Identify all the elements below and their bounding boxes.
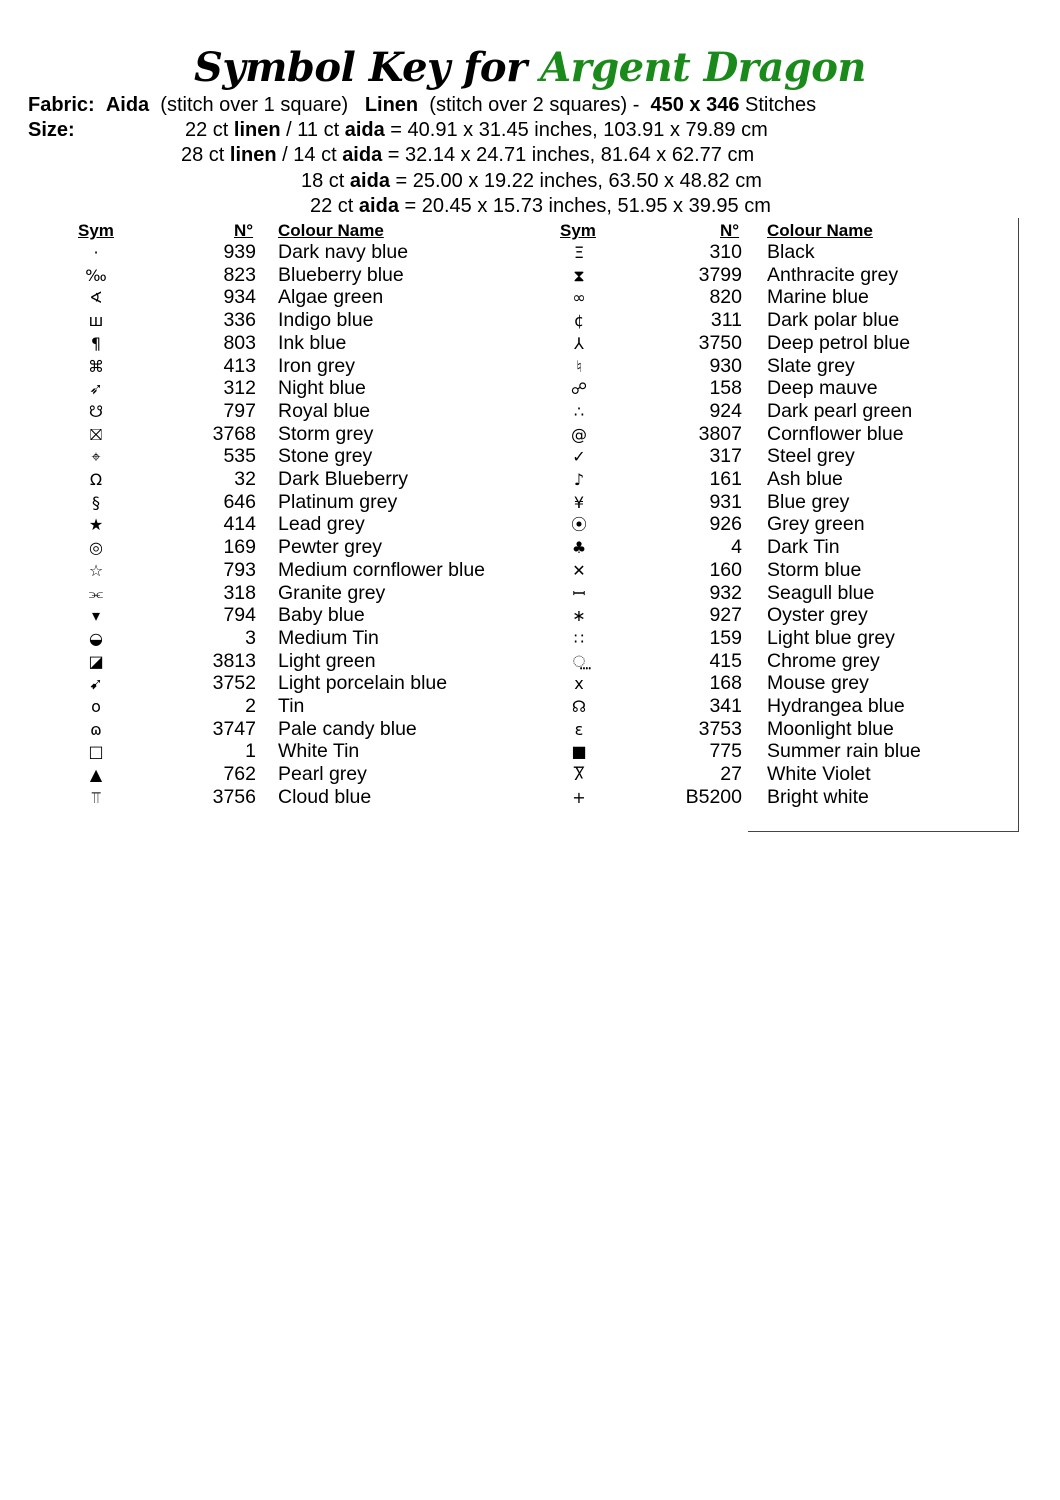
colour-name: Cornflower blue bbox=[767, 422, 904, 445]
symbol-glyph: ∞ bbox=[572, 288, 586, 308]
colour-name: Dark navy blue bbox=[278, 241, 409, 263]
colour-name: Pewter grey bbox=[278, 536, 383, 559]
colour-name: Mouse grey bbox=[767, 672, 869, 695]
symbol-glyph: ➹ bbox=[89, 674, 103, 694]
floss-number: 311 bbox=[710, 309, 742, 332]
symbol-glyph: ¢ bbox=[573, 311, 585, 331]
floss-number: 646 bbox=[223, 490, 256, 513]
floss-number: 3799 bbox=[698, 263, 742, 286]
colour-name: Oyster grey bbox=[767, 604, 868, 627]
symbol-glyph: ♮ bbox=[576, 356, 582, 376]
floss-number: 159 bbox=[709, 626, 742, 649]
colour-name: Medium cornflower blue bbox=[278, 558, 486, 581]
size-label: Size: bbox=[28, 119, 75, 141]
floss-number: 3752 bbox=[212, 672, 256, 695]
floss-number: 32 bbox=[234, 468, 256, 490]
colour-name: Granite grey bbox=[278, 581, 386, 604]
symbol-glyph: ∴ bbox=[573, 401, 585, 421]
symbol-glyph: □ bbox=[88, 742, 104, 762]
colour-name: Storm grey bbox=[278, 422, 374, 445]
colour-name: Dark pearl green bbox=[767, 399, 913, 422]
floss-number: 27 bbox=[720, 763, 742, 786]
colour-name: Bright white bbox=[767, 785, 869, 808]
colour-name: Light green bbox=[278, 649, 376, 672]
colour-name: Chrome grey bbox=[767, 649, 880, 672]
floss-number: 3813 bbox=[212, 649, 256, 672]
floss-number: 3 bbox=[245, 626, 256, 649]
symbol-glyph: ◪ bbox=[88, 651, 104, 671]
page-title bbox=[0, 44, 1060, 91]
colour-name: Deep petrol blue bbox=[767, 331, 911, 354]
symbol-glyph: @ bbox=[571, 424, 587, 444]
symbol-glyph: ε bbox=[574, 719, 584, 739]
symbol-glyph: Ξ bbox=[573, 243, 585, 262]
floss-number: 823 bbox=[223, 263, 256, 286]
floss-number: 317 bbox=[709, 445, 742, 468]
table-border-bottom bbox=[748, 831, 1019, 832]
symbol-glyph: ◎ bbox=[89, 538, 103, 558]
colour-name: Steel grey bbox=[767, 445, 855, 468]
symbol-glyph: x bbox=[574, 674, 584, 694]
stitch-word: Stitches bbox=[745, 94, 817, 116]
colour-name: White Violet bbox=[767, 763, 871, 786]
colour-name: Light blue grey bbox=[767, 626, 895, 649]
size-line-3: 18 ct aida = 25.00 x 19.22 inches, 63.50 x 48.82 cm bbox=[301, 170, 762, 192]
symbol-glyph: ☋ bbox=[88, 401, 104, 421]
title-design-name: Argent Dragon bbox=[540, 44, 867, 91]
symbol-glyph: o bbox=[91, 697, 101, 716]
colour-name: Baby blue bbox=[278, 604, 365, 627]
floss-number: 3768 bbox=[212, 422, 256, 445]
header-sym-right: Sym bbox=[560, 221, 596, 240]
colour-name: Light porcelain blue bbox=[278, 672, 448, 695]
floss-number: 169 bbox=[223, 536, 256, 559]
header-sym-left: Sym bbox=[78, 221, 114, 240]
floss-number: 168 bbox=[709, 672, 742, 695]
colour-name: Algae green bbox=[278, 286, 384, 309]
symbol-glyph: ➶ bbox=[89, 379, 103, 399]
colour-name: Hydrangea blue bbox=[767, 695, 905, 717]
floss-number: 939 bbox=[223, 241, 256, 263]
header-name-right: Colour Name bbox=[767, 221, 873, 240]
colour-name: Seagull blue bbox=[767, 581, 875, 604]
floss-number: 930 bbox=[709, 354, 742, 377]
colour-name: Blue grey bbox=[767, 490, 850, 513]
symbol-glyph: ♪ bbox=[573, 470, 585, 489]
floss-number: 820 bbox=[709, 286, 742, 309]
colour-name: Storm blue bbox=[767, 558, 862, 581]
symbol-glyph: ✓ bbox=[572, 447, 586, 467]
floss-number: 3750 bbox=[698, 331, 742, 354]
symbol-glyph: § bbox=[92, 492, 100, 512]
header-name-left: Colour Name bbox=[278, 221, 384, 240]
symbol-glyph: ¶ bbox=[90, 333, 102, 353]
floss-number: 413 bbox=[223, 354, 256, 377]
colour-name: Ash blue bbox=[767, 468, 843, 490]
symbol-glyph: · bbox=[93, 243, 99, 262]
symbol-glyph: ◒ bbox=[89, 628, 103, 648]
symbol-glyph: ∷ bbox=[573, 628, 585, 648]
stitch-count: 450 x 346 bbox=[650, 94, 740, 116]
floss-number: 160 bbox=[709, 558, 742, 581]
floss-number: 336 bbox=[223, 309, 256, 332]
symbol-glyph: Ⴟ bbox=[573, 765, 585, 785]
colour-name: Tin bbox=[278, 695, 305, 717]
floss-number: 762 bbox=[223, 763, 256, 786]
floss-number: 934 bbox=[223, 286, 256, 309]
floss-number: 312 bbox=[223, 377, 256, 400]
colour-name: Slate grey bbox=[767, 354, 855, 377]
colour-name: Pale candy blue bbox=[278, 717, 417, 740]
fabric-aida-note: (stitch over 1 square) bbox=[160, 94, 349, 116]
floss-number: 932 bbox=[709, 581, 742, 604]
floss-number: 924 bbox=[709, 399, 742, 422]
floss-number: 3756 bbox=[212, 785, 256, 808]
colour-name: White Tin bbox=[278, 740, 360, 763]
floss-number: 803 bbox=[223, 331, 256, 354]
floss-number: 794 bbox=[223, 604, 256, 627]
symbol-glyph: ⦿ bbox=[570, 515, 587, 535]
floss-number: 318 bbox=[223, 581, 256, 604]
symbol-glyph: ¥ bbox=[573, 492, 585, 512]
floss-number: 3753 bbox=[698, 717, 742, 740]
symbol-glyph: ⫘ bbox=[88, 583, 104, 603]
colour-name: Deep mauve bbox=[767, 377, 878, 400]
colour-name: Lead grey bbox=[278, 513, 365, 536]
colour-name: Dark polar blue bbox=[767, 309, 900, 332]
colour-name: Platinum grey bbox=[278, 490, 398, 513]
colour-name: Marine blue bbox=[767, 286, 869, 309]
symbol-glyph: ☆ bbox=[88, 560, 104, 580]
floss-number: 3747 bbox=[212, 717, 256, 740]
symbol-glyph: ✕ bbox=[572, 560, 586, 580]
floss-number: 793 bbox=[223, 558, 256, 581]
colour-name: Cloud blue bbox=[278, 785, 372, 808]
symbol-glyph: ⌖ bbox=[91, 447, 101, 467]
symbol-glyph: ⛝ bbox=[89, 424, 103, 444]
floss-number: 415 bbox=[709, 649, 742, 672]
floss-number: 161 bbox=[709, 468, 742, 490]
floss-number: 775 bbox=[709, 740, 742, 763]
floss-number: 535 bbox=[223, 445, 256, 468]
fabric-label: Fabric: bbox=[28, 94, 95, 116]
floss-number: 927 bbox=[709, 604, 742, 627]
symbol-glyph: ∢ bbox=[89, 288, 103, 308]
symbol-glyph: ɷ bbox=[90, 719, 102, 739]
symbol-glyph: ꟷ bbox=[572, 583, 586, 603]
floss-number: 926 bbox=[709, 513, 742, 536]
colour-name: Stone grey bbox=[278, 445, 373, 468]
symbol-glyph: ‰ bbox=[85, 265, 107, 285]
floss-number: 158 bbox=[709, 377, 742, 400]
fabric-linen-note: (stitch over 2 squares) - bbox=[429, 94, 640, 116]
floss-number: 2 bbox=[245, 695, 256, 717]
symbol-glyph: + bbox=[572, 787, 586, 807]
symbol-glyph: ▾ bbox=[91, 606, 101, 626]
symbol-glyph: ☍ bbox=[570, 379, 588, 399]
colour-name: Anthracite grey bbox=[767, 263, 899, 286]
fabric-aida: Aida bbox=[105, 94, 150, 116]
colour-name: Medium Tin bbox=[278, 626, 379, 649]
symbol-glyph: ш bbox=[88, 311, 104, 331]
size-line-4: 22 ct aida = 20.45 x 15.73 inches, 51.95 x 39.95 cm bbox=[310, 195, 771, 217]
colour-name: Dark Blueberry bbox=[278, 468, 409, 490]
fabric-linen: Linen bbox=[364, 94, 419, 116]
colour-name: Pearl grey bbox=[278, 763, 367, 786]
colour-name: Moonlight blue bbox=[767, 717, 894, 740]
floss-number: 310 bbox=[709, 241, 742, 263]
colour-name: Black bbox=[767, 241, 815, 263]
symbol-glyph: ⵿ bbox=[572, 651, 586, 671]
colour-name: Indigo blue bbox=[278, 309, 374, 332]
symbol-glyph: ☊ bbox=[571, 697, 587, 716]
symbol-glyph: ▲ bbox=[89, 765, 103, 785]
size-line-2: 28 ct linen / 14 ct aida = 32.14 x 24.71 inches, 81.64 x 62.77 cm bbox=[181, 144, 755, 166]
size-line-1: 22 ct linen / 11 ct aida = 40.91 x 31.45 inches, 103.91 x 79.89 cm bbox=[185, 119, 768, 141]
floss-number: 414 bbox=[223, 513, 256, 536]
colour-name: Blueberry blue bbox=[278, 263, 404, 286]
floss-number: B5200 bbox=[685, 785, 742, 808]
symbol-glyph: ⅄ bbox=[574, 333, 584, 353]
colour-name: Summer rain blue bbox=[767, 740, 921, 763]
floss-number: 931 bbox=[709, 490, 742, 513]
title-prefix: Symbol Key for bbox=[193, 44, 527, 91]
colour-name: Grey green bbox=[767, 513, 865, 536]
colour-name: Royal blue bbox=[278, 399, 371, 422]
symbol-glyph: ∗ bbox=[572, 606, 586, 626]
header-num-right: N° bbox=[720, 221, 740, 240]
floss-number: 3807 bbox=[698, 422, 742, 445]
colour-name: Dark Tin bbox=[767, 536, 840, 559]
colour-name: Iron grey bbox=[278, 354, 355, 377]
table-border-right bbox=[1018, 218, 1019, 832]
symbol-glyph: ■ bbox=[571, 742, 587, 762]
symbol-glyph: Ω bbox=[89, 470, 103, 489]
colour-name: Night blue bbox=[278, 377, 366, 400]
colour-name: Ink blue bbox=[278, 331, 347, 354]
floss-number: 4 bbox=[731, 536, 742, 559]
floss-number: 341 bbox=[709, 695, 742, 717]
floss-number: 797 bbox=[223, 399, 256, 422]
symbol-glyph: ⌘ bbox=[88, 356, 104, 376]
symbol-glyph: ⫪ bbox=[91, 787, 101, 807]
symbol-glyph: ♣ bbox=[571, 538, 587, 558]
header-num-left: N° bbox=[234, 221, 254, 240]
floss-number: 1 bbox=[245, 740, 256, 763]
symbol-glyph: ⧗ bbox=[573, 265, 585, 285]
fabric-line bbox=[28, 94, 816, 117]
symbol-glyph: ★ bbox=[88, 515, 104, 535]
